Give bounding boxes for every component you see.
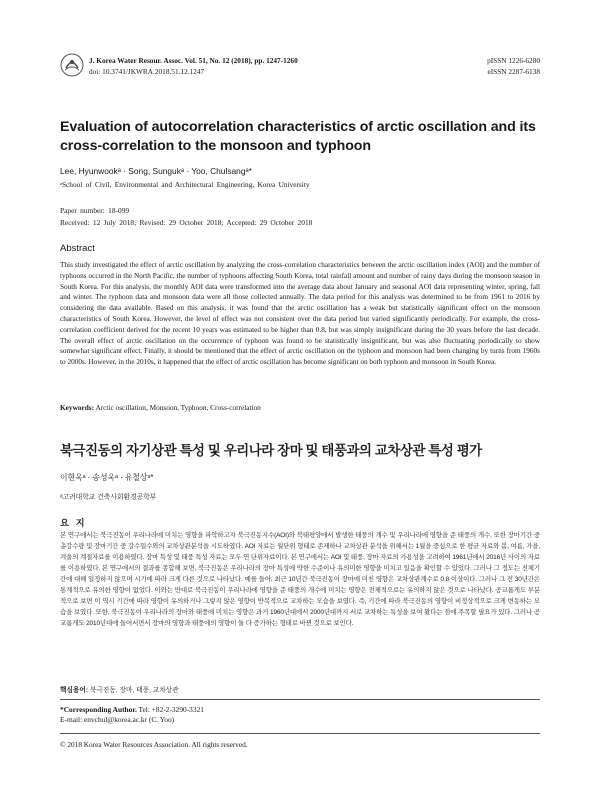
korean-author-list: 이현욱ᵃ · 송성욱ᵃ · 유철상ᵃ* bbox=[60, 473, 154, 482]
paper-number: Paper number: 18-099 bbox=[60, 206, 130, 215]
korean-keywords-label: 핵심용어: bbox=[60, 687, 89, 694]
corresponding-tel: Tel: +82-2-3290-3321 bbox=[136, 705, 204, 714]
korean-keywords-value: 북극진동, 장마, 태풍, 교차상관 bbox=[88, 687, 179, 694]
eissn: eISSN 2287-6138 bbox=[487, 67, 540, 76]
doi: doi: 10.3741/JKWRA.2018.51.12.1247 bbox=[89, 67, 205, 76]
affiliation: ᵃSchool of Civil, Environmental and Architectural Engineering, Korea University bbox=[60, 180, 310, 189]
journal-citation: J. Korea Water Resour. Assoc. Vol. 51, No. 12 (2018), pp. 1247-1260 bbox=[89, 56, 298, 65]
keywords-value: Arctic oscillation, Monsoon, Typhoon, Cross-correlation bbox=[94, 403, 261, 412]
author-list: Lee, Hyunwookᵃ · Song, Sungukᵃ · Yoo, Chulsangᵃ* bbox=[60, 166, 252, 176]
keywords-label: Keywords: bbox=[60, 403, 95, 412]
korean-affiliation: ᵃ고려대학교 건축사회환경공학부 bbox=[60, 494, 157, 501]
corresponding-email: E-mail: envchul@korea.ac.kr (C. Yoo) bbox=[60, 715, 175, 724]
corresponding-label: *Corresponding Author. bbox=[60, 705, 137, 714]
header-left bbox=[89, 55, 389, 77]
paper-title: Evaluation of autocorrelation characteristics of arctic oscillation and its cross-correlation to the monsoon and typhoon bbox=[60, 119, 536, 154]
received-dates: Received: 12 July 2018; Revised: 29 October 2018; Accepted: 29 October 2018 bbox=[60, 218, 313, 227]
korean-title: 북극진동의 자기상관 특성 및 우리나라 장마 및 태풍과의 교차상관 특성 평가 bbox=[60, 443, 482, 458]
copyright: © 2018 Korea Water Resources Association. All rights reserved. bbox=[60, 740, 248, 749]
korean-abstract-heading: 요 지 bbox=[60, 518, 87, 528]
pissn: pISSN 1226-6280 bbox=[487, 56, 540, 65]
header-right bbox=[430, 55, 540, 77]
abstract-text: This study investigated the effect of arctic oscillation by analyzing the cross-correlation characteristics between the arctic oscillation index (AOI) and the number of typhoons occurred in the North Pacific, the number of typhoons affecting South Korea, total rainfall amount and number of rainy days during the monsoon season in South Korea. For this analysis, the monthly AOI data were transformed into the average data about January and seasonal AOI data representing winter, spring, fall and winter. The typhoon data and monsoon data were all those collected annually. The data period for this analysis was determined to be from 1961 to 2016 by considering the data available. Based on this analysis, it was found that the arctic oscillation has a weak but statistically significant effect on the monsoon characteristics of South Korea. However, the level of effect was not consistent over the data period but varied significantly periodically. For example, the cross-correlation coefficient derived for the recent 10 years was estimated to be higher than 0.8, but was simply insignificant during the 30 years before the last decade. The overall effect of arctic oscillation on the occurrence of typhoon was found to be statistically insignificant, but was also fluctuating periodically to show somewhat significant effect. Finally, it should be mentioned that the effect of arctic oscillation on the typhoon and monsoon had been changing by turns from 1960s to 2000s. However, in the 2010s, it happened that the effect of arctic oscillation has become significant on both typhoon and monsoon in South Korea. bbox=[60, 261, 540, 367]
journal-logo-icon bbox=[60, 53, 84, 77]
abstract-heading: Abstract bbox=[60, 243, 95, 254]
korean-abstract-text: 본 연구에서는 북극진동이 우리나라에 미치는 영향을 파악하고자 북극진동지수(AOI)와 북태평양에서 발생한 태풍의 개수 및 우리나라에 영향을 준 태풍의 개수, 또한 장마기간 중 총강수량 및 장마기간 중 강수일수와의 교차상관분석을 시도하였다. AOI 자료는 월단위 형태로 존재하나 교차상관 분석을 위해서는 1월을 중심으로 한 평균 자료와 봄, 여름, 가을, 겨울의 계절자료를 이용하였다. 장마 특성 및 태풍 특성 자료는 모두 연 단위자료이다. 본 연구에서는 AOI 및 태풍, 장마 자료의 가용성을 고려하여 1961년에서 2016년 사이의 자료를 이용하였다. 본 연구에서의 결과를 종합해 보면, 북극진동은 우리나라의 장마 특성에 약한 수준이나 유의미한 영향을 미치고 있음을 확인할 수 있었다. 그러나 그 정도는 전체기간에 대해 일정하지 않으며 시기에 따라 크게 다른 것으로 나타났다. 예를 들어, 최근 10년간 북극진동이 장마에 미친 영향은 교차상관계수로 0.8 이상이다. 그러나 그 전 30년간은 통계적으로 유의한 영향이 없었다. 이와는 반대로 북극진동이 우리나라에 영향을 준 태풍의 개수에 미치는 영향은 전체적으로는 유의하지 않은 것으로 나타났다. 공교롭게도 부분적으로 보면 이 역시 기간에 따라 영향이 유의하거나 그렇지 않은 영향이 반복적으로 교차하는 모습을 보였다. 즉, 기간에 따라 북극진동의 영향이 비정상적으로 크게 변동하는 모습을 보였다. 또한, 북극진동이 우리나라의 장마와 태풍에 미치는 영향은 과거 1960년대에서 2000년대까지 서로 교차하는 특성을 보여 왔다는 점에 주목할 필요가 있다. 그러나 공교롭게도 2010년대에 들어서면서 장마의 영향과 태풍에의 영향이 둘 다 증가하는 형태로 바뀐 것으로 보인다. bbox=[60, 532, 540, 627]
